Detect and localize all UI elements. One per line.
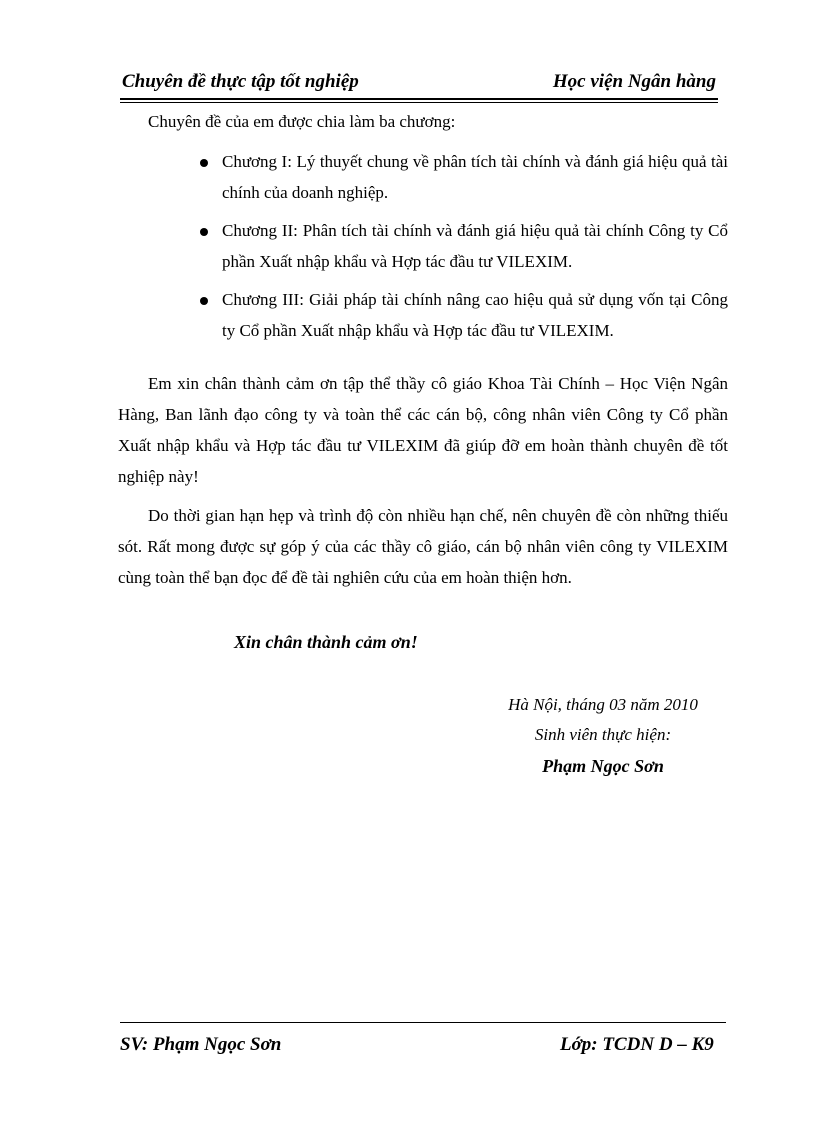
header-institution: Học viện Ngân hàng bbox=[552, 71, 716, 92]
list-item bbox=[148, 284, 728, 346]
chapter-list bbox=[148, 146, 728, 353]
header-divider bbox=[120, 102, 718, 103]
bullet-icon bbox=[200, 228, 208, 236]
footer-divider bbox=[120, 1022, 726, 1023]
apology-paragraph: Do thời gian hạn hẹp và trình độ còn nhiều hạn chế, nên chuyên đề còn những thiếu sót. Rất mong được sự góp ý của các thầy cô giáo, cán bộ nhân viên công ty VILEXIM cùng toàn thể bạn đọc để đề tài nghiên cứu của em hoàn thiện hơn. bbox=[118, 506, 728, 587]
list-item bbox=[148, 215, 728, 277]
chapter-1-text: Chương I: Lý thuyết chung về phân tích tài chính và đánh giá hiệu quả tài chính của doanh nghiệp. bbox=[222, 152, 728, 202]
signature-name: Phạm Ngọc Sơn bbox=[542, 756, 664, 776]
intro-text: Chuyên đề của em được chia làm ba chương: bbox=[148, 112, 456, 131]
acknowledgement-paragraph: Em xin chân thành cảm ơn tập thể thầy cô giáo Khoa Tài Chính – Học Viện Ngân Hàng, Ban lãnh đạo công ty và toàn thể các cán bộ, công nhân viên Công ty Cổ phần Xuất nhập khẩu và Hợp tác đầu tư VILEXIM đã giúp đỡ em hoàn thành chuyên đề tốt nghiệp này! bbox=[118, 374, 728, 486]
chapter-2-text: Chương II: Phân tích tài chính và đánh giá hiệu quả tài chính Công ty Cổ phần Xuất nhập khẩu và Hợp tác đầu tư VILEXIM. bbox=[222, 221, 728, 271]
signature-block bbox=[478, 690, 728, 782]
page-header bbox=[120, 66, 718, 100]
thanks-line: Xin chân thành cảm ơn! bbox=[234, 632, 418, 652]
list-item bbox=[148, 146, 728, 208]
header-title: Chuyên đề thực tập tốt nghiệp bbox=[122, 71, 359, 92]
footer-student: SV: Phạm Ngọc Sơn bbox=[120, 1034, 282, 1055]
signature-role: Sinh viên thực hiện: bbox=[534, 725, 672, 744]
bullet-icon bbox=[200, 297, 208, 305]
footer-class: Lớp: TCDN D – K9 bbox=[560, 1034, 714, 1055]
signature-date: Hà Nội, tháng 03 năm 2010 bbox=[508, 695, 698, 714]
bullet-icon bbox=[200, 159, 208, 167]
chapter-3-text: Chương III: Giải pháp tài chính nâng cao hiệu quả sử dụng vốn tại Công ty Cổ phần Xuất nhập khẩu và Hợp tác đầu tư VILEXIM. bbox=[222, 290, 728, 340]
